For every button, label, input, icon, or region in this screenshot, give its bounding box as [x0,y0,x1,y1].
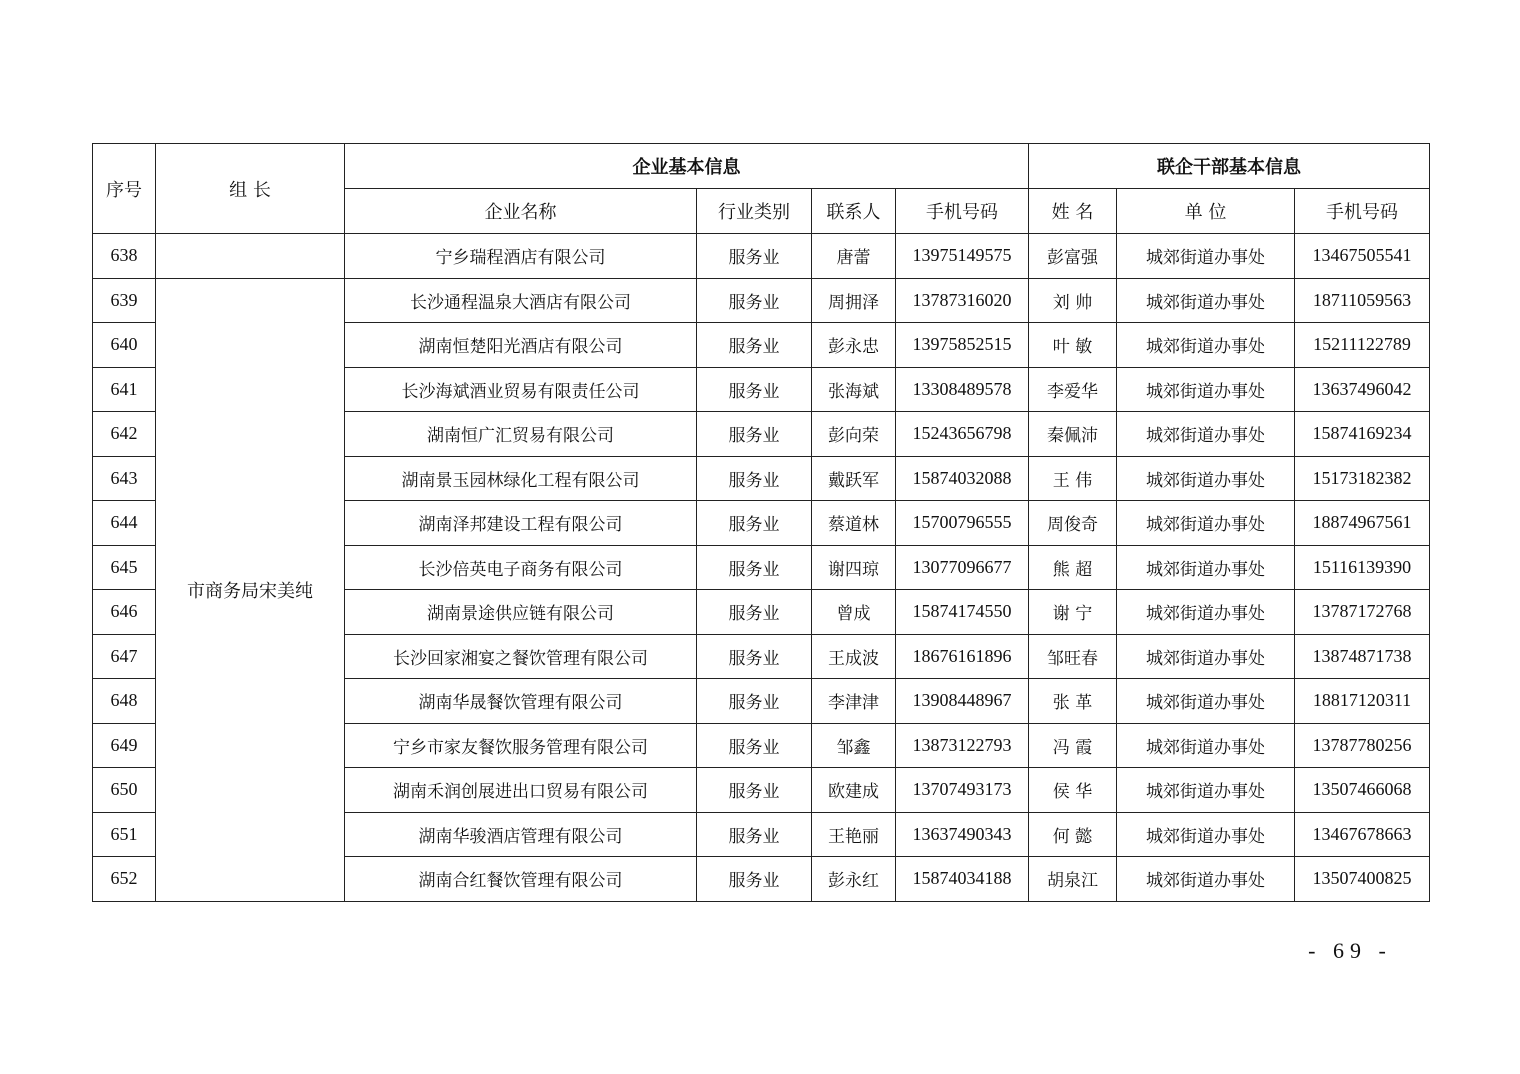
cell-cadre-phone: 15173182382 [1295,456,1430,501]
table-row [93,278,1430,323]
cell-contact: 王艳丽 [812,812,896,857]
cell-cadre-phone: 15874169234 [1295,412,1430,457]
cell-company: 湖南禾润创展进出口贸易有限公司 [345,768,697,813]
cell-seq: 642 [93,412,156,457]
cell-industry: 服务业 [697,679,812,724]
cell-cadre-phone: 13467505541 [1295,234,1430,279]
cell-cadre-unit: 城郊街道办事处 [1117,234,1295,279]
cell-cadre-name: 张 革 [1029,679,1117,724]
cell-industry: 服务业 [697,323,812,368]
cell-cadre-unit: 城郊街道办事处 [1117,634,1295,679]
cell-seq: 644 [93,501,156,546]
cell-company: 宁乡瑞程酒店有限公司 [345,234,697,279]
cell-contact-phone: 15243656798 [896,412,1029,457]
cell-contact-phone: 13707493173 [896,768,1029,813]
cell-seq: 638 [93,234,156,279]
cell-contact-phone: 18676161896 [896,634,1029,679]
cell-contact: 欧建成 [812,768,896,813]
cell-contact: 李津津 [812,679,896,724]
cell-cadre-phone: 18874967561 [1295,501,1430,546]
cell-group-leader: 市商务局宋美纯 [156,278,345,901]
header-contact-phone: 手机号码 [896,189,1029,234]
cell-cadre-phone: 15211122789 [1295,323,1430,368]
cell-seq: 652 [93,857,156,902]
cell-cadre-name: 熊 超 [1029,545,1117,590]
cell-cadre-phone: 18817120311 [1295,679,1430,724]
cell-seq: 639 [93,278,156,323]
cell-cadre-name: 王 伟 [1029,456,1117,501]
cell-contact: 彭永忠 [812,323,896,368]
cell-company: 湖南合红餐饮管理有限公司 [345,857,697,902]
cell-contact-phone: 15874174550 [896,590,1029,635]
cell-cadre-unit: 城郊街道办事处 [1117,367,1295,412]
cell-contact-phone: 13787316020 [896,278,1029,323]
cell-company: 湖南华晟餐饮管理有限公司 [345,679,697,724]
cell-cadre-phone: 13637496042 [1295,367,1430,412]
cell-company: 长沙回家湘宴之餐饮管理有限公司 [345,634,697,679]
cell-company: 宁乡市家友餐饮服务管理有限公司 [345,723,697,768]
cell-seq: 643 [93,456,156,501]
cell-industry: 服务业 [697,768,812,813]
table-row [93,234,1430,279]
cell-contact-phone: 13308489578 [896,367,1029,412]
cell-cadre-name: 刘 帅 [1029,278,1117,323]
cell-industry: 服务业 [697,634,812,679]
cell-cadre-name: 冯 霞 [1029,723,1117,768]
cell-cadre-phone: 15116139390 [1295,545,1430,590]
cell-cadre-unit: 城郊街道办事处 [1117,768,1295,813]
cell-cadre-name: 彭富强 [1029,234,1117,279]
cell-industry: 服务业 [697,501,812,546]
cell-seq: 641 [93,367,156,412]
cell-contact-phone: 13975852515 [896,323,1029,368]
cell-cadre-phone: 13507400825 [1295,857,1430,902]
header-row-group [93,144,1430,189]
cell-seq: 646 [93,590,156,635]
cell-cadre-phone: 13787780256 [1295,723,1430,768]
cell-cadre-name: 秦佩沛 [1029,412,1117,457]
cell-company: 长沙通程温泉大酒店有限公司 [345,278,697,323]
cell-company: 长沙倍英电子商务有限公司 [345,545,697,590]
cell-industry: 服务业 [697,857,812,902]
cell-cadre-unit: 城郊街道办事处 [1117,812,1295,857]
cell-cadre-phone: 13787172768 [1295,590,1430,635]
page-number: - 69 - [1308,938,1392,963]
cell-contact: 彭向荣 [812,412,896,457]
cell-cadre-name: 周俊奇 [1029,501,1117,546]
cell-cadre-unit: 城郊街道办事处 [1117,545,1295,590]
cell-industry: 服务业 [697,812,812,857]
header-leader: 组 长 [156,144,345,234]
header-seq: 序号 [93,144,156,234]
cell-contact: 曾成 [812,590,896,635]
cell-leader [156,234,345,279]
cell-industry: 服务业 [697,590,812,635]
cell-contact-phone: 13637490343 [896,812,1029,857]
cell-seq: 651 [93,812,156,857]
header-cadre-phone: 手机号码 [1295,189,1430,234]
cell-seq: 647 [93,634,156,679]
cell-contact: 王成波 [812,634,896,679]
header-cadre-unit: 单 位 [1117,189,1295,234]
cell-cadre-unit: 城郊街道办事处 [1117,723,1295,768]
cell-company: 湖南景玉园林绿化工程有限公司 [345,456,697,501]
cell-seq: 648 [93,679,156,724]
cell-contact: 唐蕾 [812,234,896,279]
cell-company: 湖南恒广汇贸易有限公司 [345,412,697,457]
cell-cadre-name: 谢 宁 [1029,590,1117,635]
cell-industry: 服务业 [697,234,812,279]
cell-cadre-unit: 城郊街道办事处 [1117,278,1295,323]
cell-cadre-unit: 城郊街道办事处 [1117,323,1295,368]
table-body [93,234,1430,902]
cell-contact-phone: 13975149575 [896,234,1029,279]
cell-contact: 邹鑫 [812,723,896,768]
cell-industry: 服务业 [697,412,812,457]
header-industry: 行业类别 [697,189,812,234]
cell-contact: 蔡道林 [812,501,896,546]
cell-contact-phone: 15874032088 [896,456,1029,501]
cell-industry: 服务业 [697,545,812,590]
cell-seq: 650 [93,768,156,813]
company-contact-table [92,143,1430,902]
cell-contact: 谢四琼 [812,545,896,590]
cell-cadre-unit: 城郊街道办事处 [1117,501,1295,546]
header-contact: 联系人 [812,189,896,234]
cell-company: 湖南泽邦建设工程有限公司 [345,501,697,546]
cell-company: 湖南恒楚阳光酒店有限公司 [345,323,697,368]
cell-company: 湖南景途供应链有限公司 [345,590,697,635]
header-cadre-name: 姓 名 [1029,189,1117,234]
cell-cadre-name: 叶 敏 [1029,323,1117,368]
cell-contact: 张海斌 [812,367,896,412]
cell-cadre-phone: 13467678663 [1295,812,1430,857]
cell-cadre-unit: 城郊街道办事处 [1117,857,1295,902]
cell-cadre-name: 李爱华 [1029,367,1117,412]
cell-industry: 服务业 [697,278,812,323]
cell-cadre-unit: 城郊街道办事处 [1117,590,1295,635]
cell-cadre-unit: 城郊街道办事处 [1117,412,1295,457]
cell-cadre-unit: 城郊街道办事处 [1117,679,1295,724]
cell-seq: 645 [93,545,156,590]
cell-industry: 服务业 [697,367,812,412]
cell-cadre-unit: 城郊街道办事处 [1117,456,1295,501]
cell-contact-phone: 13077096677 [896,545,1029,590]
cell-industry: 服务业 [697,456,812,501]
cell-contact: 周拥泽 [812,278,896,323]
cell-cadre-phone: 13507466068 [1295,768,1430,813]
cell-cadre-phone: 18711059563 [1295,278,1430,323]
cell-cadre-name: 胡泉江 [1029,857,1117,902]
cell-contact: 戴跃军 [812,456,896,501]
cell-company: 湖南华骏酒店管理有限公司 [345,812,697,857]
cell-contact-phone: 15700796555 [896,501,1029,546]
header-cadre-info: 联企干部基本信息 [1029,144,1430,189]
cell-cadre-name: 何 懿 [1029,812,1117,857]
cell-contact-phone: 15874034188 [896,857,1029,902]
cell-cadre-phone: 13874871738 [1295,634,1430,679]
header-enterprise-info: 企业基本信息 [345,144,1029,189]
cell-cadre-name: 侯 华 [1029,768,1117,813]
cell-industry: 服务业 [697,723,812,768]
cell-contact: 彭永红 [812,857,896,902]
cell-seq: 649 [93,723,156,768]
cell-contact-phone: 13873122793 [896,723,1029,768]
cell-contact-phone: 13908448967 [896,679,1029,724]
cell-seq: 640 [93,323,156,368]
cell-cadre-name: 邹旺春 [1029,634,1117,679]
cell-company: 长沙海斌酒业贸易有限责任公司 [345,367,697,412]
header-company-name: 企业名称 [345,189,697,234]
